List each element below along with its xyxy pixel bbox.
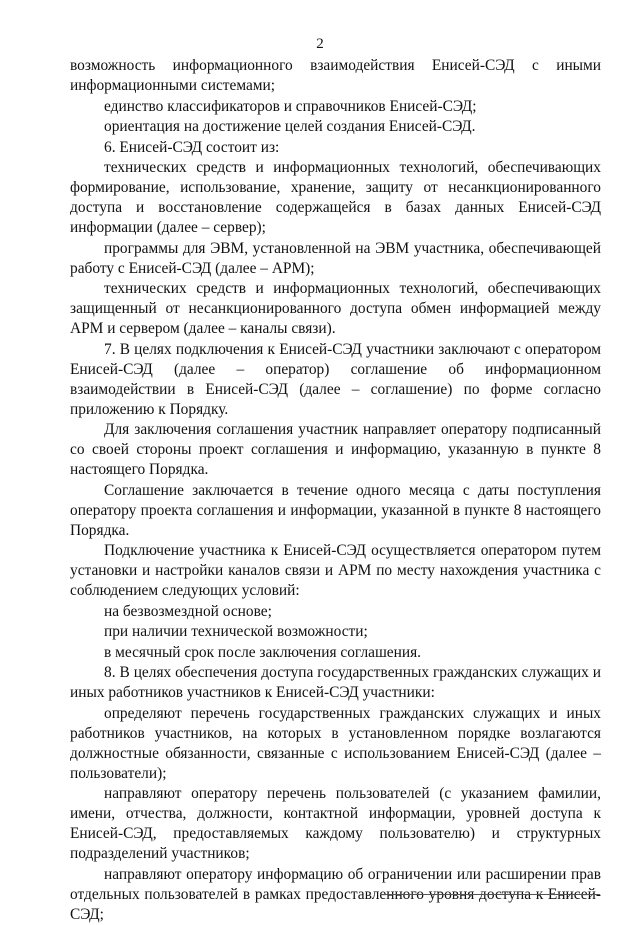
paragraph: 6. Енисей-СЭД состоит из: [104, 138, 280, 156]
paragraph: Подключение участника к Енисей-СЭД осуществляется оператором путем установки и настройки каналов связи и АРМ по месту нахождения участника с соблюдением следующих условий: [70, 542, 601, 599]
paragraph: определяют перечень государственных гражданских служащих и иных работников участников, на которых в установленном порядке возлагаются должностные обязанности, связанные с использованием Енисей-СЭД (далее – пользователи); [70, 704, 601, 782]
paragraph: при наличии технической возможности; [104, 623, 368, 640]
document-body [70, 56, 601, 925]
paragraph: 8. В целях обеспечения доступа государственных гражданских служащих и иных работников участников к Енисей-СЭД участники: [70, 664, 601, 701]
page-number: 2 [316, 36, 324, 52]
paragraph: технических средств и информационных технологий, обеспечивающих формирование, использование, хранение, защиту от несанкционированного доступа и восстановление содержащейся в базах данных Енисей-СЭД информации (далее – сервер); [70, 159, 601, 236]
paragraph: направляют оператору перечень пользователей (с указанием фамилии, имени, отчества, должности, контактной информации, уровней доступа к Енисей-СЭД, предоставляемых каждому пользователю) и структурных подразделений участников; [70, 785, 601, 862]
paragraph: Для заключения соглашения участник направляет оператору подписанный со своей стороны проект соглашения и информацию, указанную в пункте 8 настоящего Порядка. [70, 421, 601, 478]
paragraph: возможность информационного взаимодействия Енисей-СЭД с иными информационными системами; [70, 57, 601, 94]
paragraph: Соглашение заключается в течение одного месяца с даты поступления оператору проекта соглашения и информации, указанной в пункте 8 настоящего Порядка. [70, 481, 601, 539]
paragraph: программы для ЭВМ, установленной на ЭВМ участника, обеспечивающей работу с Енисей-СЭД (далее – АРМ); [70, 239, 601, 277]
paragraph: технических средств и информационных технологий, обеспечивающих защищенный от несанкционированного доступа обмен информацией между АРМ и сервером (далее – каналы связи). [70, 280, 601, 337]
paragraph: ориентация на достижение целей создания Енисей-СЭД. [104, 118, 476, 135]
paragraph: в месячный срок после заключения соглашения. [104, 643, 422, 661]
paragraph: 7. В целях подключения к Енисей-СЭД участники заключают с оператором Енисей-СЭД (далее – оператор) соглашение об информационном взаимодействии в Енисей-СЭД (далее – соглашение) по форме согласно приложению к Порядку. [70, 340, 601, 418]
paragraph: на безвозмездной основе; [104, 602, 272, 620]
paragraph: единство классификаторов и справочников Енисей-СЭД; [104, 97, 477, 115]
paragraph: направляют оператору информацию об ограничении или расширении прав отдельных пользователей в рамках предоставленного уровня доступа к Енисей-СЭД; [70, 865, 601, 923]
bottom-rule [380, 894, 600, 895]
